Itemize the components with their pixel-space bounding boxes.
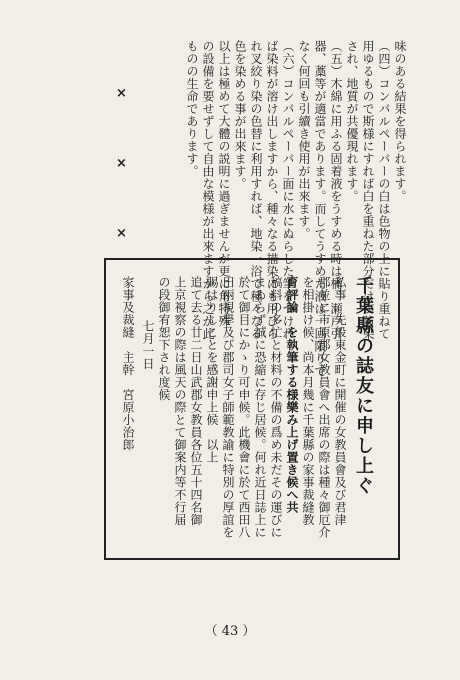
article-line: ば染料が溶け出しますから、種々なる描染にも用ひら — [265, 40, 279, 340]
article-line: なく何回も引續き使用が出來ます。 — [297, 40, 311, 240]
notice-box — [104, 258, 400, 560]
notice-line: 稿料の多忙と材料の不備の爲め未だその運びに — [269, 276, 283, 539]
notice-line: を相掛け候、尚本月幾に千葉縣の家事裁縫教 — [301, 276, 315, 526]
cross-mark: × — [116, 86, 127, 101]
notice-line: 育評論 を執筆する様樂み上げ置き候へ共 — [285, 276, 299, 514]
article-line: （六）コンパルペーパー面に水にぬらした筆をつけれ — [281, 40, 295, 340]
article-line: 色を染める事が出來ます。 — [233, 40, 247, 190]
notice-line: 追て去る廿二日山武郡女教員各位五十四名御 — [189, 276, 203, 526]
notice-title: 千葉縣の誌友に申し上ぐ — [353, 276, 374, 496]
page-number: （ 43 ） — [204, 624, 256, 639]
notice-date: 七月一日 — [141, 320, 155, 370]
notice-line: 於て御目にかゝり可申候。此機會に於て西田八 — [237, 276, 251, 539]
notice-line: 田兩視學及び郡司女子師範教諭に特別の厚誼を — [221, 276, 235, 539]
cross-mark: × — [116, 156, 127, 171]
article-line: れ叉絞り染の色替に利用すれば、地染一浴で種々なる — [249, 40, 263, 340]
article-line: （五）木綿に用ふる固着液をうすめる時は桶、瀬戸引 — [329, 40, 343, 340]
article-line: （四）コンパルペーパーの白は色物の上に貼り重ねて — [377, 40, 391, 340]
notice-line: の段御宥恕下され度候 — [157, 276, 171, 401]
cross-mark: × — [116, 226, 127, 241]
notice-line: 郡並に市原郡女教員會へ出席の際は種々御厄介 — [317, 276, 331, 539]
notice-line: 私事 先般東金町に開催の女教員會及び君津 — [333, 276, 347, 526]
article-line: 器、藁等が適當であります。而してうすめた液は一回限りで — [313, 40, 327, 378]
article-line: ものの生命であります。 — [185, 40, 199, 178]
notice-line: 賜はりしことを感謝申上候 以上 — [205, 276, 219, 464]
article-line: 味のある結果を得られます。 — [393, 40, 407, 203]
article-line: の設備を要せずして自由な模様が出來ますから之が此 — [201, 40, 215, 340]
notice-signature: 家事及裁縫 主幹 宮原小治郎 — [121, 276, 135, 451]
article-line: 以上は極めて大體の説明に過ぎませんが更に角特殊 — [217, 40, 231, 328]
notice-line: まゐらず誠に恐縮に存じ居候。何れ近日誌上に — [253, 276, 267, 539]
article-line: 用ゆるもので斯様にすれば白を重ねた部分だけが防染 — [361, 40, 375, 340]
notice-line: 上京視察の際は風天の際とて御案内等不行届 — [173, 276, 187, 526]
article-line: され、地質が共優現れます。 — [345, 40, 359, 203]
